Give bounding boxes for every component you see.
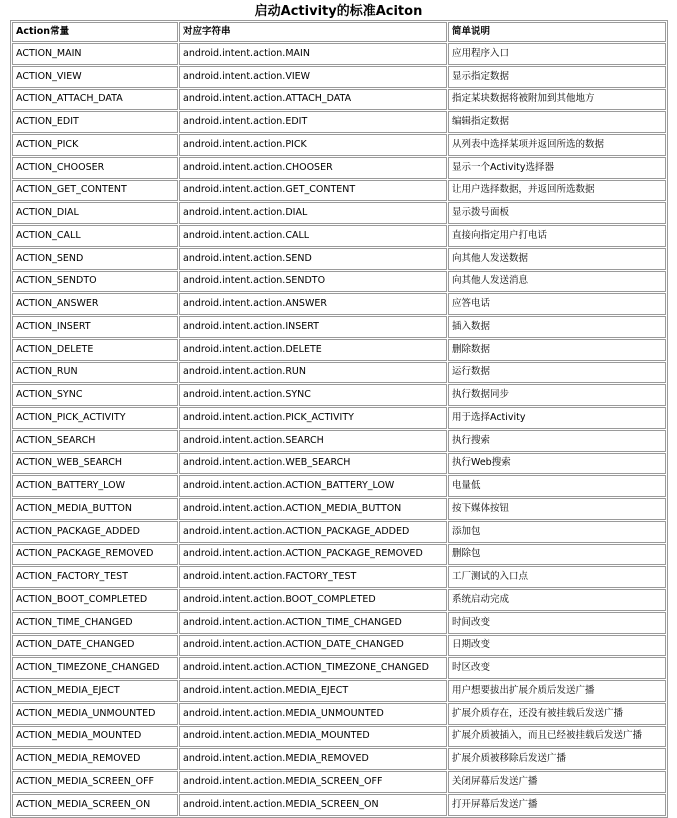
header-row xyxy=(12,22,666,42)
table-row xyxy=(12,316,666,338)
description-cell: 执行数据同步 xyxy=(448,384,666,406)
description-cell: 删除包 xyxy=(448,544,666,566)
header-action-constant: Action常量 xyxy=(12,22,178,42)
intent-string-cell: android.intent.action.ACTION_PACKAGE_REMOVED xyxy=(179,544,447,566)
table-row xyxy=(12,748,666,770)
table-row xyxy=(12,111,666,133)
intent-string-cell: android.intent.action.ACTION_DATE_CHANGED xyxy=(179,635,447,657)
description-cell: 扩展介质被插入，而且已经被挂载后发送广播 xyxy=(448,726,666,748)
intent-string-cell: android.intent.action.ACTION_PACKAGE_ADDED xyxy=(179,521,447,543)
intent-string-cell: android.intent.action.SENDTO xyxy=(179,271,447,293)
description-cell: 应用程序入口 xyxy=(448,43,666,65)
action-constant-cell: ACTION_ANSWER xyxy=(12,293,178,315)
intent-string-cell: android.intent.action.SEARCH xyxy=(179,430,447,452)
intent-string-cell: android.intent.action.EDIT xyxy=(179,111,447,133)
intent-string-cell: android.intent.action.MEDIA_UNMOUNTED xyxy=(179,703,447,725)
action-constant-cell: ACTION_DELETE xyxy=(12,339,178,361)
table-row xyxy=(12,134,666,156)
table-row xyxy=(12,657,666,679)
description-cell: 编辑指定数据 xyxy=(448,111,666,133)
action-constant-cell: ACTION_TIME_CHANGED xyxy=(12,612,178,634)
action-constant-cell: ACTION_CALL xyxy=(12,225,178,247)
action-constant-cell: ACTION_MEDIA_REMOVED xyxy=(12,748,178,770)
action-constant-cell: ACTION_RUN xyxy=(12,362,178,384)
action-constant-cell: ACTION_MEDIA_SCREEN_ON xyxy=(12,794,178,816)
action-constant-cell: ACTION_VIEW xyxy=(12,66,178,88)
description-cell: 时间改变 xyxy=(448,612,666,634)
description-cell: 向其他人发送数据 xyxy=(448,248,666,270)
action-constant-cell: ACTION_FACTORY_TEST xyxy=(12,566,178,588)
intent-string-cell: android.intent.action.PICK xyxy=(179,134,447,156)
action-constant-cell: ACTION_GET_CONTENT xyxy=(12,180,178,202)
action-constant-cell: ACTION_DIAL xyxy=(12,202,178,224)
page-title: 启动Activity的标准Aciton xyxy=(254,4,423,19)
action-constant-cell: ACTION_BATTERY_LOW xyxy=(12,475,178,497)
description-cell: 电量低 xyxy=(448,475,666,497)
description-cell: 时区改变 xyxy=(448,657,666,679)
table-row xyxy=(12,794,666,816)
action-constant-cell: ACTION_CHOOSER xyxy=(12,157,178,179)
table-row xyxy=(12,635,666,657)
action-constant-cell: ACTION_INSERT xyxy=(12,316,178,338)
table-row xyxy=(12,430,666,452)
table-row xyxy=(12,293,666,315)
table-row xyxy=(12,453,666,475)
intent-string-cell: android.intent.action.DELETE xyxy=(179,339,447,361)
description-cell: 添加包 xyxy=(448,521,666,543)
action-constant-cell: ACTION_TIMEZONE_CHANGED xyxy=(12,657,178,679)
intent-string-cell: android.intent.action.ANSWER xyxy=(179,293,447,315)
table-row xyxy=(12,771,666,793)
description-cell: 打开屏幕后发送广播 xyxy=(448,794,666,816)
description-cell: 应答电话 xyxy=(448,293,666,315)
action-constant-cell: ACTION_SEARCH xyxy=(12,430,178,452)
table-row xyxy=(12,703,666,725)
description-cell: 显示指定数据 xyxy=(448,66,666,88)
intent-string-cell: android.intent.action.ACTION_TIME_CHANGED xyxy=(179,612,447,634)
intent-string-cell: android.intent.action.CALL xyxy=(179,225,447,247)
header-description: 简单说明 xyxy=(448,22,666,42)
action-constant-cell: ACTION_MAIN xyxy=(12,43,178,65)
intent-string-cell: android.intent.action.SEND xyxy=(179,248,447,270)
description-cell: 执行搜索 xyxy=(448,430,666,452)
action-constant-cell: ACTION_SEND xyxy=(12,248,178,270)
description-cell: 插入数据 xyxy=(448,316,666,338)
table-row xyxy=(12,384,666,406)
intent-string-cell: android.intent.action.MEDIA_REMOVED xyxy=(179,748,447,770)
intent-string-cell: android.intent.action.MEDIA_MOUNTED xyxy=(179,726,447,748)
action-constant-cell: ACTION_MEDIA_UNMOUNTED xyxy=(12,703,178,725)
action-constant-cell: ACTION_DATE_CHANGED xyxy=(12,635,178,657)
description-cell: 系统启动完成 xyxy=(448,589,666,611)
header-string: 对应字符串 xyxy=(179,22,447,42)
intent-string-cell: android.intent.action.ACTION_BATTERY_LOW xyxy=(179,475,447,497)
table-row xyxy=(12,589,666,611)
intent-string-cell: android.intent.action.WEB_SEARCH xyxy=(179,453,447,475)
action-constant-cell: ACTION_SENDTO xyxy=(12,271,178,293)
action-constant-cell: ACTION_ATTACH_DATA xyxy=(12,89,178,111)
action-table xyxy=(10,20,668,818)
intent-string-cell: android.intent.action.MEDIA_SCREEN_OFF xyxy=(179,771,447,793)
action-constant-cell: ACTION_WEB_SEARCH xyxy=(12,453,178,475)
action-constant-cell: ACTION_PICK xyxy=(12,134,178,156)
table-row xyxy=(12,566,666,588)
description-cell: 用于选择Activity xyxy=(448,407,666,429)
action-constant-cell: ACTION_PACKAGE_REMOVED xyxy=(12,544,178,566)
table-row xyxy=(12,475,666,497)
table-row xyxy=(12,89,666,111)
intent-string-cell: android.intent.action.ATTACH_DATA xyxy=(179,89,447,111)
intent-string-cell: android.intent.action.FACTORY_TEST xyxy=(179,566,447,588)
intent-string-cell: android.intent.action.RUN xyxy=(179,362,447,384)
action-constant-cell: ACTION_SYNC xyxy=(12,384,178,406)
intent-string-cell: android.intent.action.DIAL xyxy=(179,202,447,224)
action-constant-cell: ACTION_EDIT xyxy=(12,111,178,133)
intent-string-cell: android.intent.action.ACTION_TIMEZONE_CHANGED xyxy=(179,657,447,679)
description-cell: 从列表中选择某项并返回所选的数据 xyxy=(448,134,666,156)
description-cell: 向其他人发送消息 xyxy=(448,271,666,293)
table-row xyxy=(12,248,666,270)
description-cell: 显示一个Activity选择器 xyxy=(448,157,666,179)
table-row xyxy=(12,180,666,202)
intent-string-cell: android.intent.action.MEDIA_EJECT xyxy=(179,680,447,702)
intent-string-cell: android.intent.action.CHOOSER xyxy=(179,157,447,179)
table-row xyxy=(12,407,666,429)
description-cell: 日期改变 xyxy=(448,635,666,657)
table-row xyxy=(12,498,666,520)
table-row xyxy=(12,43,666,65)
intent-string-cell: android.intent.action.GET_CONTENT xyxy=(179,180,447,202)
action-constant-cell: ACTION_BOOT_COMPLETED xyxy=(12,589,178,611)
intent-string-cell: android.intent.action.ACTION_MEDIA_BUTTON xyxy=(179,498,447,520)
description-cell: 工厂测试的入口点 xyxy=(448,566,666,588)
table-row xyxy=(12,544,666,566)
table-row xyxy=(12,362,666,384)
description-cell: 执行Web搜索 xyxy=(448,453,666,475)
intent-string-cell: android.intent.action.MEDIA_SCREEN_ON xyxy=(179,794,447,816)
description-cell: 按下媒体按钮 xyxy=(448,498,666,520)
intent-string-cell: android.intent.action.VIEW xyxy=(179,66,447,88)
action-constant-cell: ACTION_PACKAGE_ADDED xyxy=(12,521,178,543)
table-row xyxy=(12,157,666,179)
description-cell: 扩展介质存在，还没有被挂载后发送广播 xyxy=(448,703,666,725)
table-row xyxy=(12,225,666,247)
table-row xyxy=(12,339,666,361)
action-constant-cell: ACTION_MEDIA_EJECT xyxy=(12,680,178,702)
table-row xyxy=(12,202,666,224)
table-row xyxy=(12,521,666,543)
description-cell: 直接向指定用户打电话 xyxy=(448,225,666,247)
action-constant-cell: ACTION_PICK_ACTIVITY xyxy=(12,407,178,429)
action-constant-cell: ACTION_MEDIA_SCREEN_OFF xyxy=(12,771,178,793)
intent-string-cell: android.intent.action.BOOT_COMPLETED xyxy=(179,589,447,611)
intent-string-cell: android.intent.action.MAIN xyxy=(179,43,447,65)
intent-string-cell: android.intent.action.INSERT xyxy=(179,316,447,338)
action-constant-cell: ACTION_MEDIA_BUTTON xyxy=(12,498,178,520)
description-cell: 关闭屏幕后发送广播 xyxy=(448,771,666,793)
description-cell: 删除数据 xyxy=(448,339,666,361)
table-body xyxy=(12,43,666,816)
action-constant-cell: ACTION_MEDIA_MOUNTED xyxy=(12,726,178,748)
table-row xyxy=(12,271,666,293)
description-cell: 让用户选择数据，并返回所选数据 xyxy=(448,180,666,202)
table-row xyxy=(12,612,666,634)
table-row xyxy=(12,726,666,748)
description-cell: 显示拨号面板 xyxy=(448,202,666,224)
description-cell: 运行数据 xyxy=(448,362,666,384)
table-header xyxy=(12,22,666,42)
description-cell: 扩展介质被移除后发送广播 xyxy=(448,748,666,770)
description-cell: 指定某块数据将被附加到其他地方 xyxy=(448,89,666,111)
description-cell: 用户想要拔出扩展介质后发送广播 xyxy=(448,680,666,702)
table-row xyxy=(12,680,666,702)
intent-string-cell: android.intent.action.SYNC xyxy=(179,384,447,406)
intent-string-cell: android.intent.action.PICK_ACTIVITY xyxy=(179,407,447,429)
table-row xyxy=(12,66,666,88)
